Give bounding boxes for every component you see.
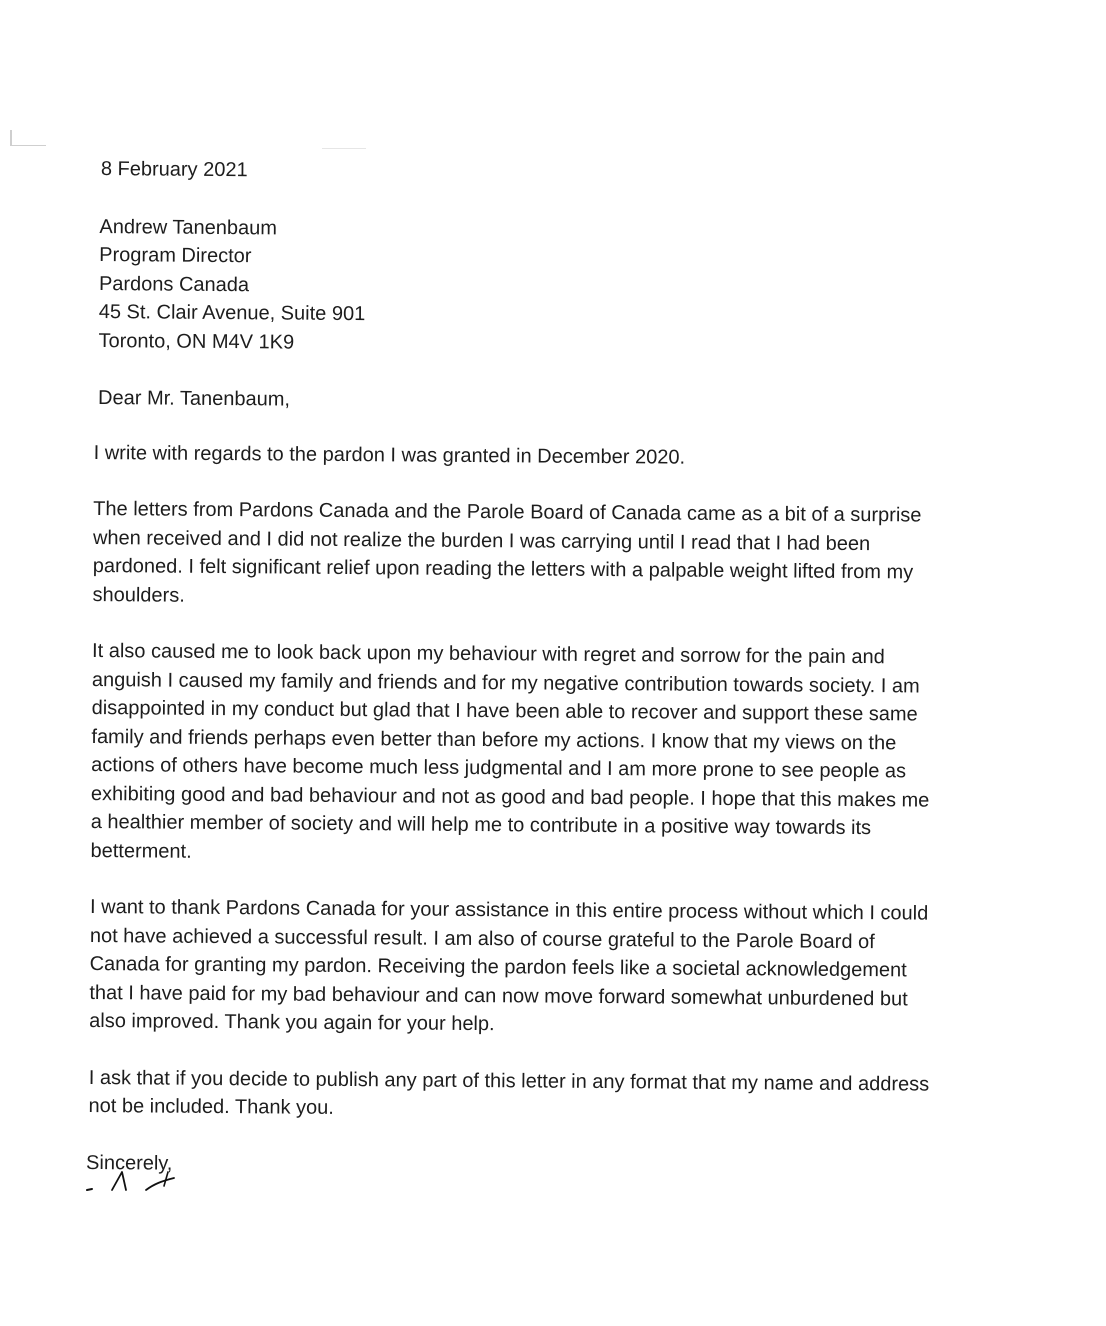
paragraph-line: family and friends perhaps even better than before my actions. I know that my views on the: [91, 725, 897, 754]
paragraph-line: actions of others have become much less judgmental and I am more prone to see people as: [91, 753, 907, 783]
paragraph-line: exhibiting good and bad behaviour and not as good and bad people. I hope that this makes me: [90, 782, 930, 812]
paragraph-line: also improved. Thank you again for your help.: [89, 1009, 495, 1036]
paragraph-line: The letters from Pardons Canada and the Parole Board of Canada came as a bit of a surprise: [93, 497, 922, 527]
recipient-name: Andrew Tanenbaum: [99, 215, 278, 239]
scan-mark: [12, 145, 46, 146]
scan-mark: [10, 130, 12, 146]
recipient-address: [98, 213, 1015, 363]
salutation: Dear Mr. Tanenbaum,: [98, 387, 291, 411]
paragraph-1: [94, 438, 1014, 474]
paragraph-line: Canada for granting my pardon. Receiving the pardon feels like a societal acknowledgement: [89, 952, 907, 982]
paragraph-line: pardoned. I felt significant relief upon reading the letters with a palpable weight lifted from my: [92, 554, 914, 584]
paragraph-5: [88, 1063, 1008, 1127]
paragraph-line: a healthier member of society and will help me to contribute in a positive way towards its: [90, 810, 872, 840]
paragraph-line: not have achieved a successful result. I am also of course grateful to the Parole Board of: [89, 924, 875, 953]
recipient-city: Toronto, ON M4V 1K9: [98, 329, 295, 354]
letter-date: 8 February 2021: [100, 158, 248, 182]
paragraph-4: [89, 893, 1010, 1043]
paragraph-line: that I have paid for my bad behaviour and can now move forward somewhat unburdened but: [89, 981, 908, 1010]
recipient-title: Program Director: [99, 244, 252, 268]
paragraph-line: not be included. Thank you.: [88, 1094, 334, 1119]
paragraph-line: shoulders.: [92, 583, 185, 607]
letter-body: [88, 155, 1016, 1184]
paragraph-line: anguish I caused my family and friends and for my negative contribution towards society. I am: [91, 668, 920, 697]
closing: Sincerely,: [86, 1151, 173, 1175]
paragraph-2: [92, 495, 1013, 616]
paragraph-line: disappointed in my conduct but glad that I have been able to recover and support these same: [91, 696, 918, 726]
scan-mark: [322, 148, 366, 149]
signature: [84, 1168, 194, 1194]
recipient-street: 45 St. Clair Avenue, Suite 901: [98, 301, 366, 326]
paragraph-line: I want to thank Pardons Canada for your assistance in this entire process without which I could: [90, 895, 929, 925]
paragraph-3: [90, 637, 1012, 872]
paragraph-line: It also caused me to look back upon my behaviour with regret and sorrow for the pain and: [92, 639, 885, 669]
paragraph-line: when received and I did not realize the burden I was carrying until I read that I had been: [92, 526, 871, 555]
recipient-organization: Pardons Canada: [98, 272, 250, 296]
paragraph-line: betterment.: [90, 839, 192, 863]
paragraph-line: I ask that if you decide to publish any part of this letter in any format that my name and address: [88, 1066, 930, 1096]
paragraph-line: I write with regards to the pardon I was granted in December 2020.: [93, 441, 686, 469]
